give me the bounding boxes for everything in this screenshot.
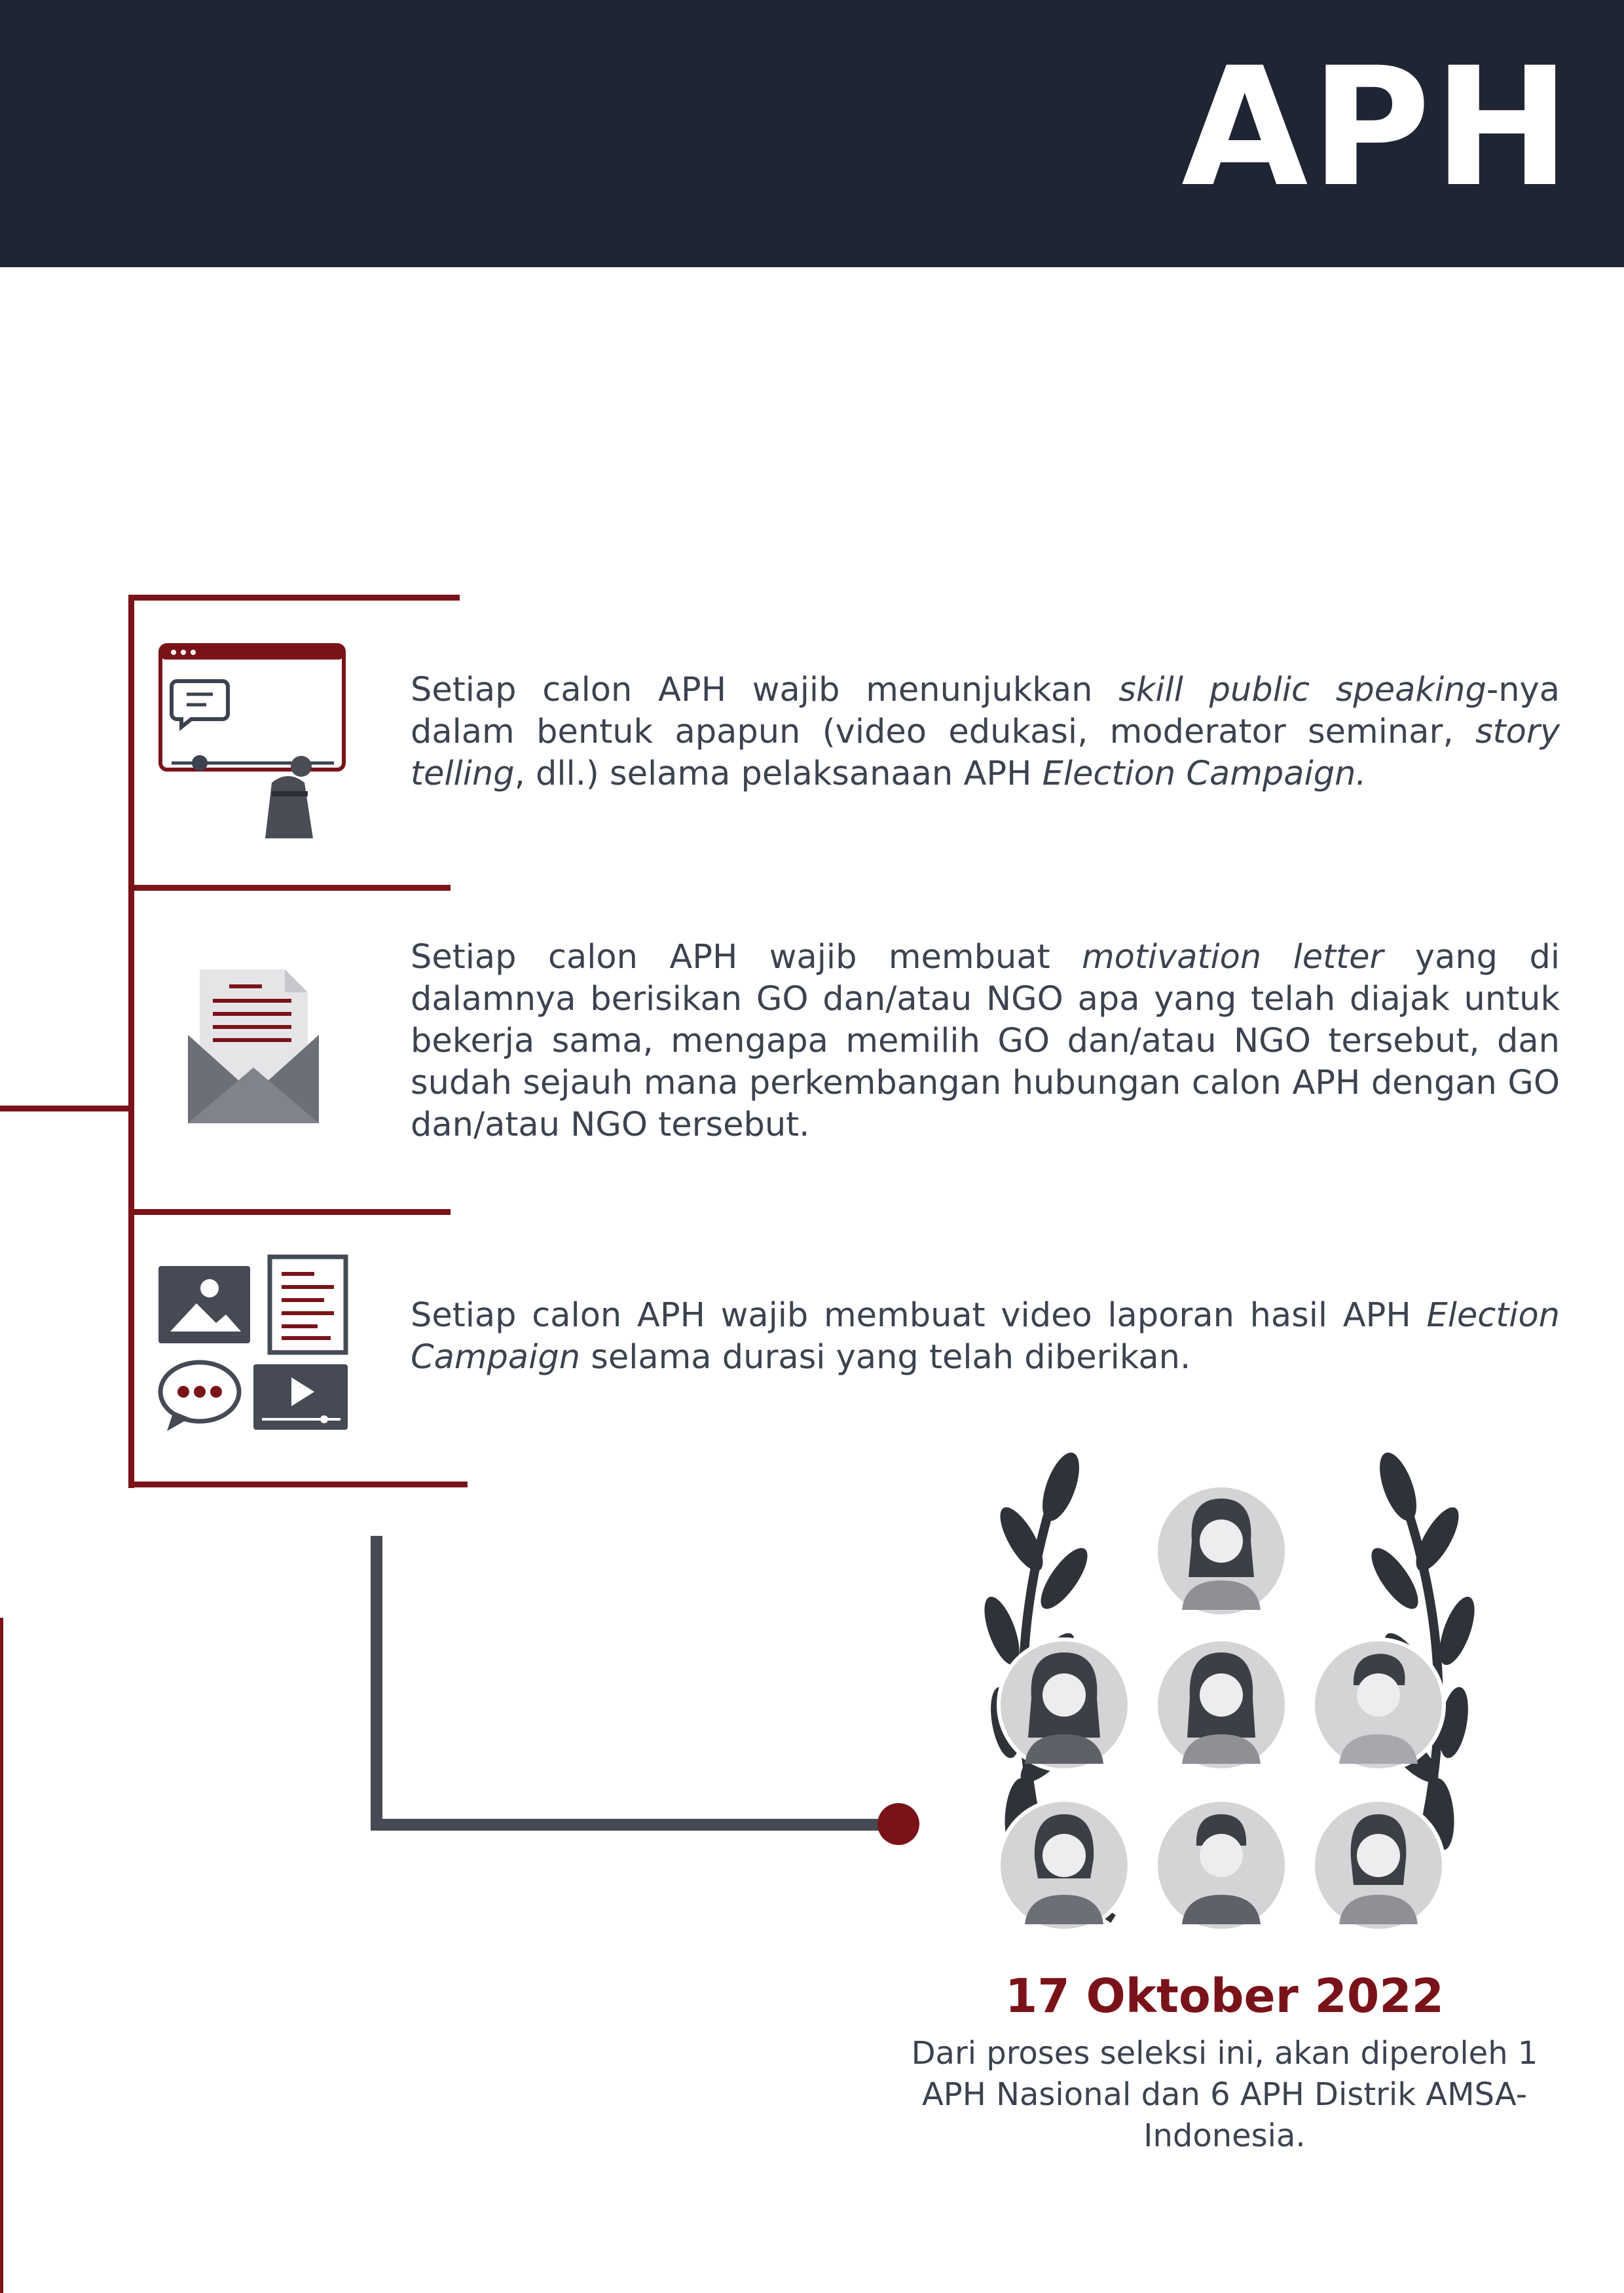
bracket-stub (0, 1106, 131, 1111)
result-description: Dari proses seleksi ini, akan diperoleh 1 APH Nasional dan 6 APH Distrik AMSA-Indonesia. (911, 2035, 1538, 2154)
text-segment: Setiap calon APH wajib membuat video laporan hasil APH (411, 1296, 1427, 1335)
text-segment: Setiap calon APH wajib menunjukkan (411, 671, 1119, 709)
connector-vertical (371, 1536, 382, 1831)
laurel-avatars-illustration (963, 1447, 1500, 1932)
connector-horizontal (371, 1819, 888, 1831)
left-edge-line (0, 1618, 3, 2293)
result-date: 17 Oktober 2022 (1005, 1969, 1445, 2023)
page-title: APH (1181, 32, 1573, 223)
letter-envelope-icon (187, 963, 321, 1127)
requirement-1-text (411, 669, 1560, 795)
text-segment: story telling (411, 713, 1560, 793)
text-segment: -nya dalam bentuk apapun (video edukasi, moderator seminar, (411, 671, 1560, 751)
divider-2 (128, 1209, 451, 1215)
requirement-3-text (411, 1295, 1560, 1379)
text-segment: , dll.) selama pelaksanaan APH (514, 755, 1043, 793)
header-banner (0, 0, 1624, 267)
video-presentation-icon (157, 642, 347, 845)
bracket-vertical (128, 595, 134, 1488)
text-segment: motivation letter (1081, 938, 1384, 977)
text-segment: Election Campaign (411, 1296, 1560, 1377)
bracket-bottom (128, 1482, 468, 1487)
text-segment: Election Campaign. (1042, 755, 1367, 793)
requirement-2-text (411, 937, 1560, 1146)
text-segment: skill public speaking (1118, 671, 1486, 709)
bracket-top (128, 595, 460, 601)
text-segment: selama durasi yang telah diberikan. (580, 1338, 1191, 1377)
text-segment: Setiap calon APH wajib membuat (411, 938, 1082, 977)
text-segment: yang di dalamnya berisikan GO dan/atau NGO apa yang telah diajak untuk bekerja sama, mengapa memilih GO dan/atau NGO tersebut, dan sudah sejauh mana perkembangan hubungan calon APH dengan GO dan/atau NGO tersebut. (411, 938, 1560, 1144)
divider-1 (128, 885, 451, 891)
connector-endpoint (877, 1803, 919, 1845)
media-content-icon (157, 1254, 350, 1438)
